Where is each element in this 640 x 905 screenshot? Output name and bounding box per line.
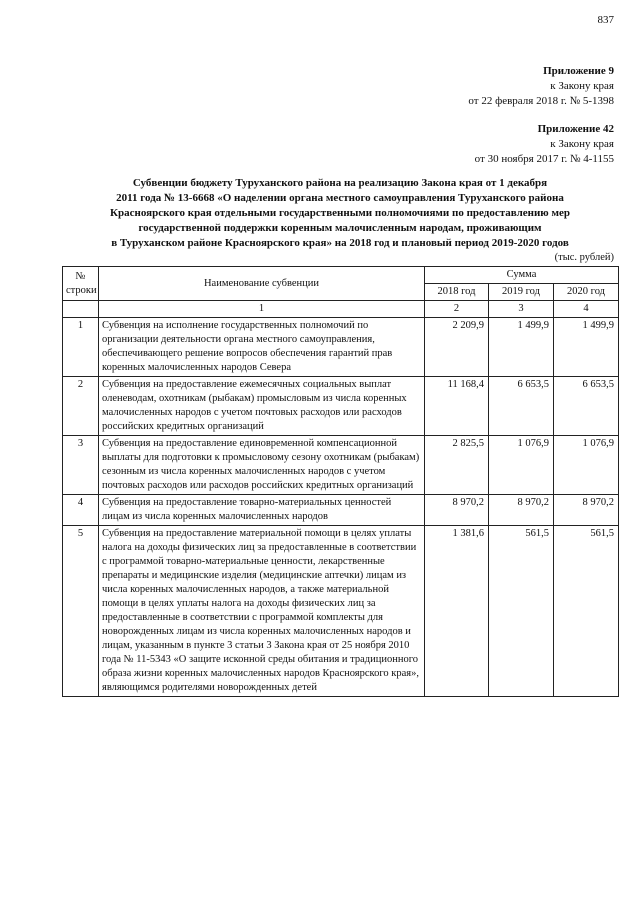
- row-value-2018: 2 825,5: [425, 436, 489, 495]
- subsidy-table: [62, 266, 619, 697]
- appendix-9-title: Приложение 9: [543, 65, 614, 77]
- column-number: 2: [425, 301, 489, 318]
- document-title: [62, 176, 618, 251]
- header-year-2019: 2019 год: [489, 284, 554, 301]
- row-value-2019: 1 499,9: [489, 318, 554, 377]
- appendix-42-line1: к Закону края: [550, 138, 614, 150]
- row-value-2020: 561,5: [554, 526, 619, 697]
- table-row: [63, 526, 619, 697]
- row-value-2019: 561,5: [489, 526, 554, 697]
- header-row-number: [63, 267, 99, 301]
- appendix-42-title: Приложение 42: [537, 123, 614, 135]
- row-number: 4: [63, 495, 99, 526]
- title-line: Субвенции бюджету Туруханского района на реализацию Закона края от 1 декабря: [132, 177, 548, 189]
- appendix-9-block: [468, 64, 614, 109]
- header-num-line2: строки: [66, 284, 97, 296]
- row-number: 5: [63, 526, 99, 697]
- row-value-2020: 6 653,5: [554, 377, 619, 436]
- appendix-9-line1: к Закону края: [550, 80, 614, 92]
- column-number-blank: [63, 301, 99, 318]
- appendix-42-line2: от 30 ноября 2017 г. № 4-1155: [474, 153, 614, 165]
- row-value-2019: 8 970,2: [489, 495, 554, 526]
- appendix-9-line2: от 22 февраля 2018 г. № 5-1398: [468, 95, 614, 107]
- column-number: 4: [554, 301, 619, 318]
- header-sum: Сумма: [425, 267, 619, 284]
- row-value-2019: 1 076,9: [489, 436, 554, 495]
- page-number: 837: [597, 14, 614, 26]
- row-number: 2: [63, 377, 99, 436]
- row-name: Субвенция на предоставление ежемесячных социальных выплат оленеводам, охотникам (рыбакам) промысловым из числа коренных малочисленных народов с учетом почтовых расходов или расходов российских кредитных организаций: [99, 377, 425, 436]
- row-value-2018: 8 970,2: [425, 495, 489, 526]
- row-value-2020: 1 076,9: [554, 436, 619, 495]
- units-label: (тыс. рублей): [554, 252, 614, 263]
- row-value-2020: 1 499,9: [554, 318, 619, 377]
- title-line: государственной поддержки коренным малочисленным народам, проживающим: [138, 222, 542, 234]
- title-line: в Туруханском районе Красноярского края» на 2018 год и плановый период 2019-2020 годов: [111, 237, 569, 249]
- row-name: Субвенция на предоставление товарно-материальных ценностей лицам из числа коренных малочисленных народов: [99, 495, 425, 526]
- row-name: Субвенция на исполнение государственных полномочий по организации деятельности органа местного самоуправления, обеспечивающего решение вопросов обеспечения гарантий прав коренных малочисленных народов Севера: [99, 318, 425, 377]
- title-line: Красноярского края отдельными государственными полномочиями по предоставлению мер: [110, 207, 570, 219]
- table-row: [63, 377, 619, 436]
- table-row: [63, 436, 619, 495]
- header-num-line1: №: [75, 270, 86, 282]
- title-line: 2011 года № 13-6668 «О наделении органа местного самоуправления Туруханского района: [116, 192, 564, 204]
- table-row: [63, 495, 619, 526]
- header-year-2020: 2020 год: [554, 284, 619, 301]
- row-name: Субвенция на предоставление единовременной компенсационной выплаты для подготовки к промысловому сезону охотникам (рыбакам) сезонным из числа коренных малочисленных народов с учетом почтовых расходов или расходов российских кредитных организаций: [99, 436, 425, 495]
- table-row: [63, 318, 619, 377]
- column-number: 3: [489, 301, 554, 318]
- header-year-2018: 2018 год: [425, 284, 489, 301]
- row-value-2020: 8 970,2: [554, 495, 619, 526]
- row-value-2018: 1 381,6: [425, 526, 489, 697]
- row-name: Субвенция на предоставление материальной помощи в целях уплаты налога на доходы физических лиц за предоставленные в соответствии с программой товарно-материальные ценности, лекарственные препараты и медицинские изделия (медицинские аптечки) лицам из числа коренных малочисленных народов, а также материальной помощи в целях уплаты налога на доходы физических лиц за предоставленные в соответствии с программой комплекты для новорожденных лицам из числа коренных малочисленных народов и лицам, указанным в пункте 3 статьи 3 Закона края от 25 ноября 2010 года № 11-5343 «О защите исконной среды обитания и традиционного образа жизни коренных малочисленных народов Красноярского края», являющимся родителями новорожденных детей: [99, 526, 425, 697]
- row-value-2019: 6 653,5: [489, 377, 554, 436]
- row-number: 3: [63, 436, 99, 495]
- row-value-2018: 11 168,4: [425, 377, 489, 436]
- row-value-2018: 2 209,9: [425, 318, 489, 377]
- header-name: Наименование субвенции: [99, 267, 425, 301]
- column-number: 1: [99, 301, 425, 318]
- appendix-42-block: [475, 122, 614, 167]
- row-number: 1: [63, 318, 99, 377]
